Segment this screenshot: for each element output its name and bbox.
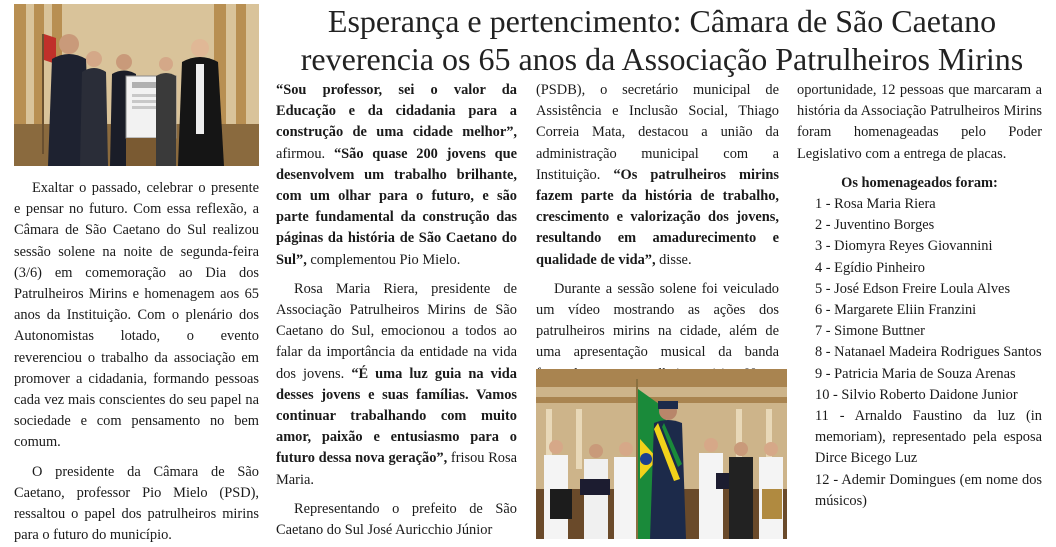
col2-paragraph-1	[276, 80, 517, 271]
column-3	[536, 80, 779, 366]
honoree-item: 4 - Egídio Pinheiro	[815, 259, 925, 276]
col2-text-2: complementou Pio Mielo.	[306, 251, 461, 268]
honoree-item: 8 - Natanael Madeira Rodrigues Santos	[815, 344, 1042, 361]
col1-paragraph-2: O presidente da Câmara de São Caetano, professor Pio Mielo (PSD), ressaltou o papel dos patrulheiros mirins para o futuro do município.	[14, 463, 259, 544]
honoree-item: 3 - Diomyra Reyes Giovannini	[815, 238, 993, 255]
col2-text-3: Rosa Maria Riera, presidente de Associação Patrulheiros Mirins de São Caetano do Sul, emocionou a todos ao falar da importância da entidade na vida dos jovens.	[276, 280, 517, 382]
col2-text-1: afirmou.	[276, 145, 334, 162]
col3-paragraph-2: Durante a sessão solene foi veiculado um vídeo mostrando as ações dos patrulheiros mirins na cidade, além de uma apresentação musical da banda	[536, 280, 779, 361]
col1-paragraph-1: Exaltar o passado, celebrar o presente e pensar no futuro. Com essa reflexão, a Câmara de São Caetano do Sul realizou sessão solene na noite de segunda-feira (3/6) em comemoração ao Dia dos Patrulheiros Mirins e homenagem aos 65 anos da Instituição. Com o plenário dos Autonomistas lotado, o evento reverenciou o trabalho da associação em promover a cidadania, formando pessoas cada vez mais conscientes do seu papel na sociedade e com pensamento no bem comum.	[14, 180, 259, 451]
column-1	[14, 178, 259, 547]
honorees-list	[797, 194, 1042, 512]
quote-rosa-maria: “É uma luz guia na vida desses jovens e suas famílias. Vamos continuar trabalhando com muito amor, paixão e entusiasmo para o futuro dessa nova geração”,	[276, 365, 518, 467]
col2-paragraph-3: Representando o prefeito de São Caetano do Sul José Auricchio Júnior	[276, 500, 517, 539]
quote-pio-mielo-1: “Sou professor, sei o valor da Educação e da cidadania para a construção de uma cidade melhor”,	[276, 82, 517, 141]
col2-paragraph-2	[276, 279, 517, 491]
quote-pio-mielo-2: “São quase 200 jovens que desenvolvem um trabalho brilhante, com um olhar para o futuro, e são parte fundamental da construção das páginas da história de São Caetano do Sul”,	[276, 145, 517, 268]
headline-line-2: reverencia os 65 anos da Associação Patrulheiros Mirins	[300, 41, 1024, 77]
honoree-item: 1 - Rosa Maria Riera	[815, 196, 936, 213]
col2-text-4: frisou Rosa Maria.	[276, 450, 517, 488]
honoree-item: 11 - Arnaldo Faustino da luz (in memoriam), representado pela esposa Dirce Bicego Luz	[815, 408, 1042, 467]
honoree-item: 7 - Simone Buttner	[815, 323, 925, 340]
honoree-item: 2 - Juventino Borges	[815, 217, 935, 234]
honoree-item: 10 - Silvio Roberto Daidone Junior	[815, 386, 1018, 403]
col3-text-2: disse.	[655, 251, 692, 268]
col3-text-1: (PSDB), o secretário municipal de Assistência e Inclusão Social, Thiago Correia Mata, destacou a união da administração municipal com a Instituição.	[536, 82, 779, 183]
article-headline	[272, 2, 1052, 78]
col3-paragraph-1	[536, 80, 779, 271]
honoree-item: 9 - Patricia Maria de Souza Arenas	[815, 365, 1016, 382]
col4-paragraph-1: oportunidade, 12 pessoas que marcaram a história da Associação Patrulheiros Mirins foram homenageadas pelo Poder Legislativo com a entrega de placas.	[797, 82, 1042, 162]
ceremony-photo	[14, 4, 259, 166]
honorees-title: Os homenageados foram:	[841, 174, 998, 191]
headline-line-1: Esperança e pertencimento: Câmara de São Caetano	[327, 3, 997, 39]
band-photo	[536, 369, 787, 539]
honoree-item: 12 - Ademir Domingues (em nome dos músicos)	[815, 471, 1042, 509]
honoree-item: 6 - Margarete Eliin Franzini	[815, 302, 977, 319]
quote-thiago-mata: “Os patrulheiros mirins fazem parte da história de trabalho, crescimento e valorização dos jovens, resultando em amadurecimento e qualidade de vida”,	[536, 166, 779, 268]
column-4	[797, 80, 1042, 547]
honoree-item: 5 - José Edson Freire Loula Alves	[815, 280, 1011, 297]
column-2	[276, 80, 517, 547]
